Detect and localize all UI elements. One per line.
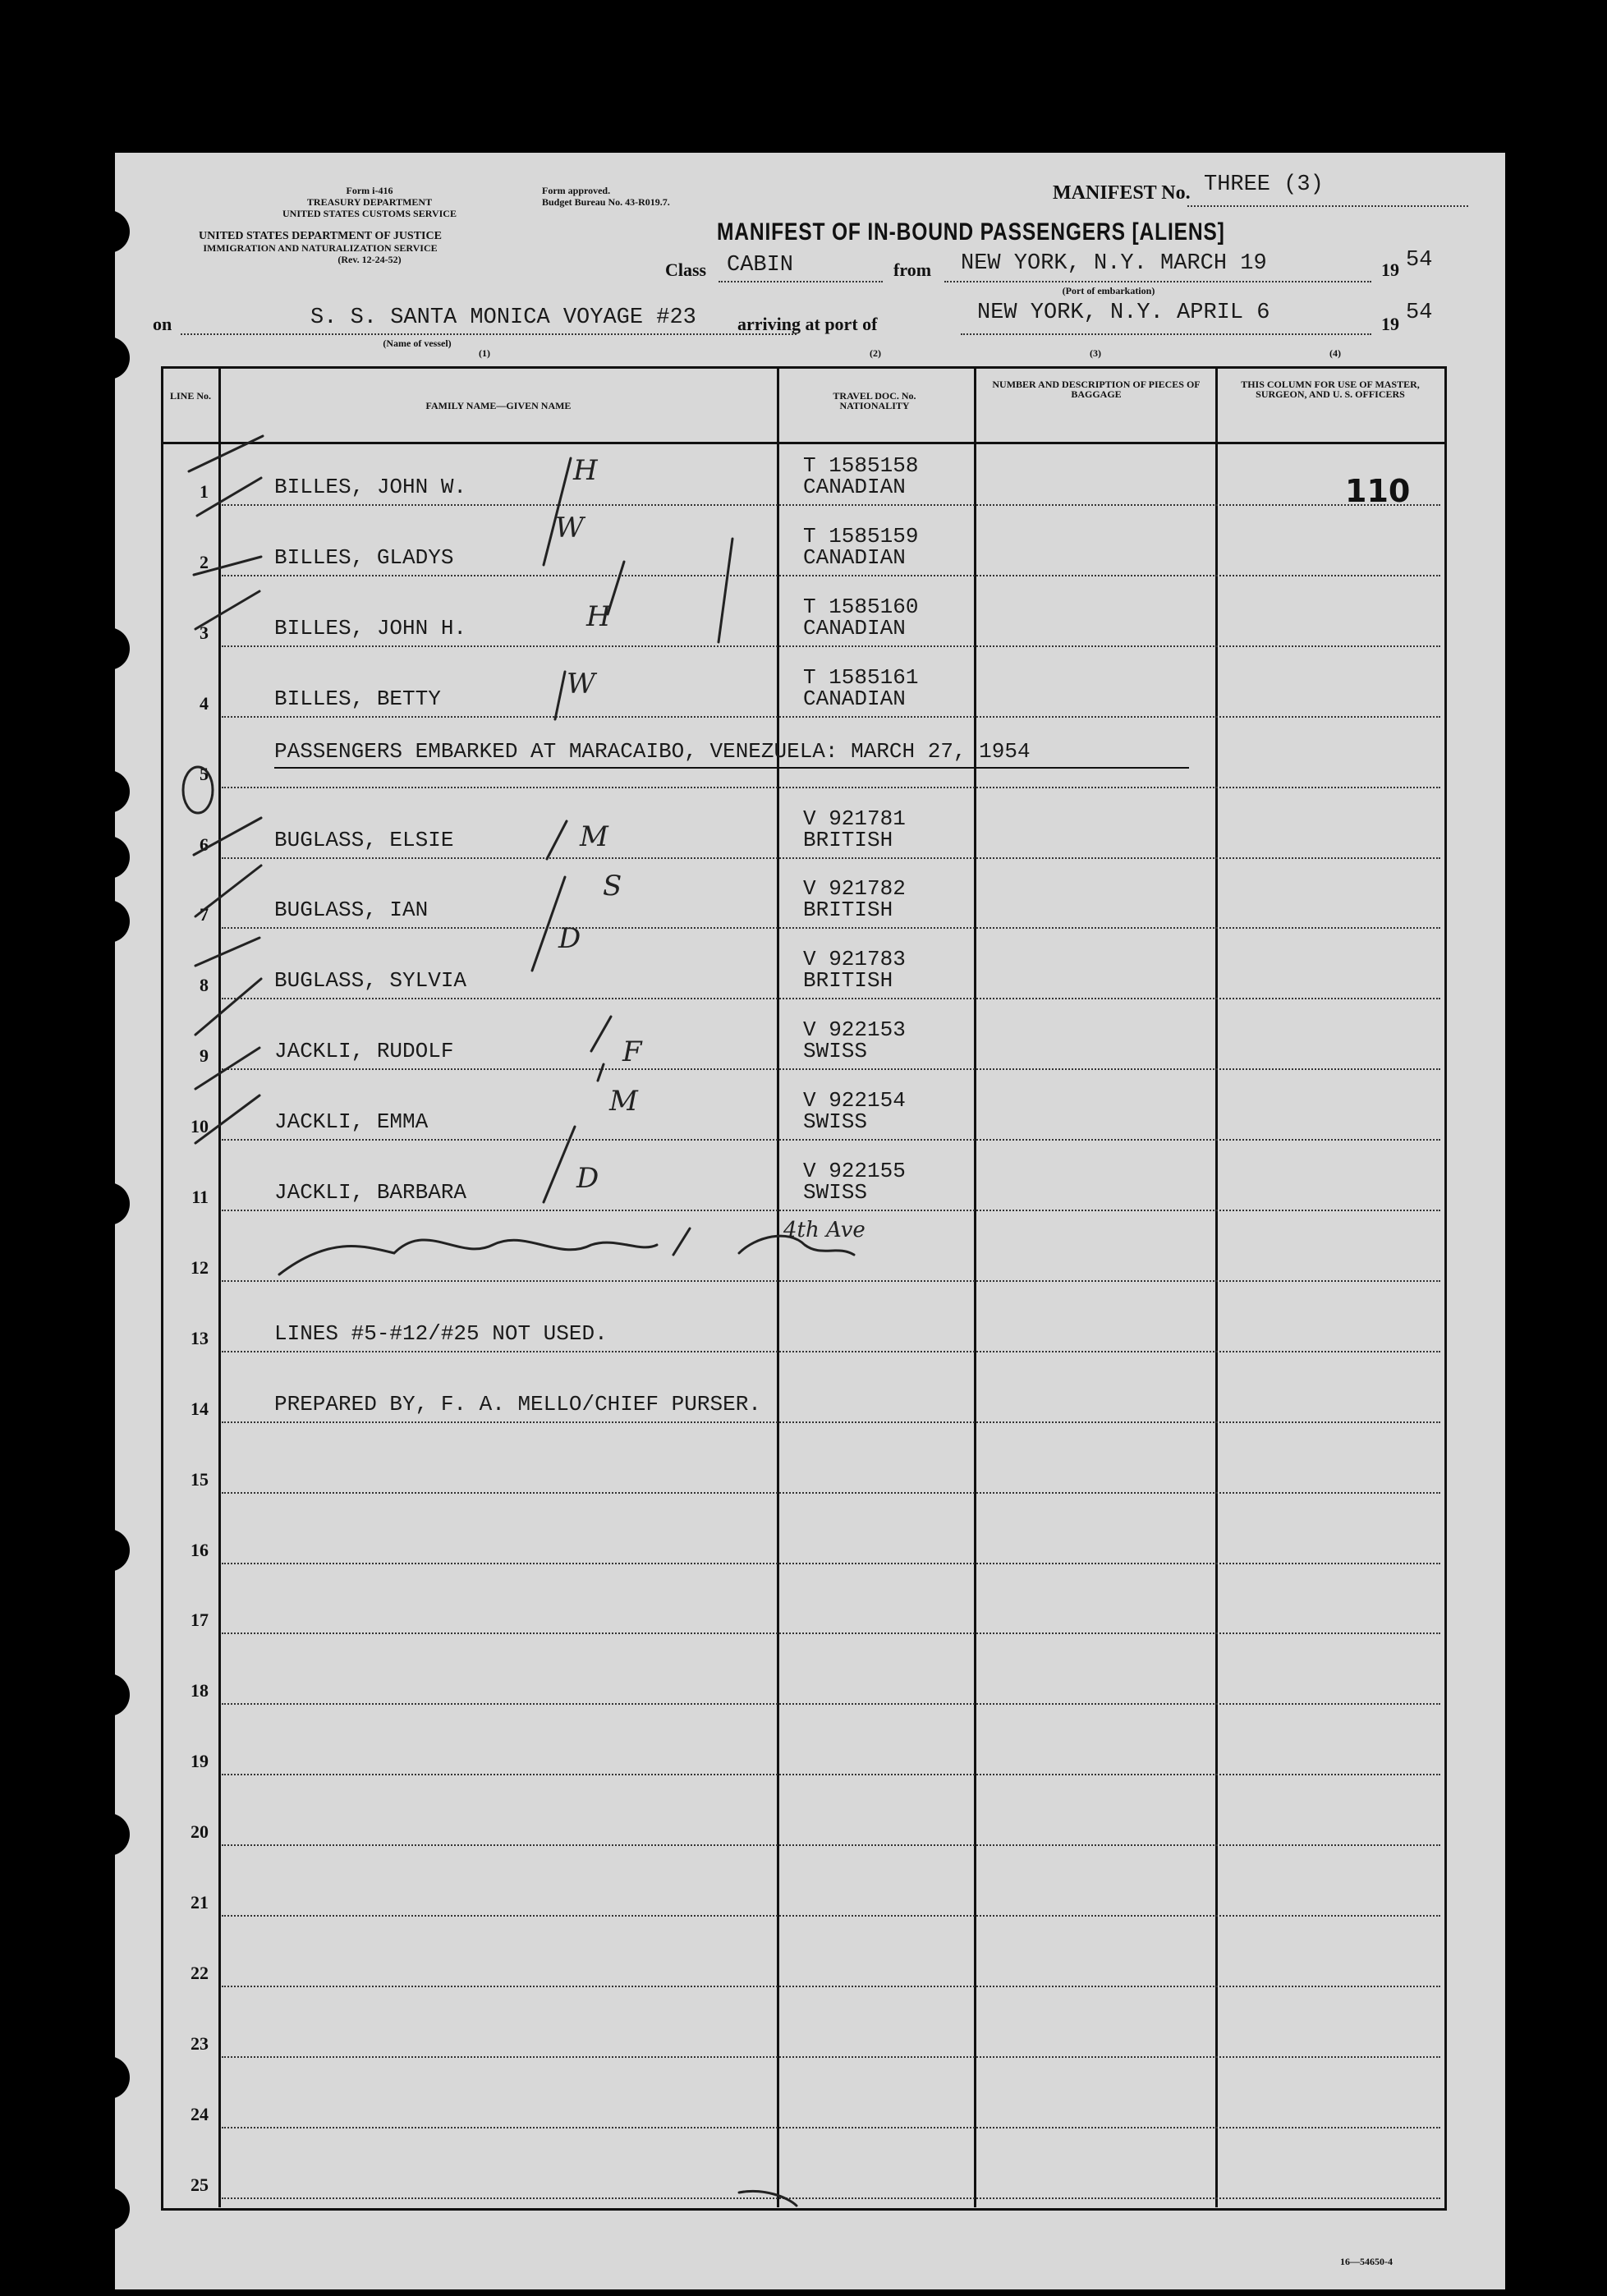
from-value: NEW YORK, N.Y. MARCH 19 [961, 251, 1267, 276]
passenger-name: BUGLASS, ELSIE [274, 827, 454, 852]
header-officers: THIS COLUMN FOR USE OF MASTER, SURGEON, AND U. S. OFFICERS [1241, 379, 1420, 400]
on-label: on [153, 314, 172, 334]
row-number: 12 [191, 1256, 209, 1278]
passenger-name: BUGLASS, IAN [274, 898, 429, 923]
passenger-name: BILLES, BETTY [274, 686, 441, 711]
passenger-name: PREPARED BY, F. A. MELLO/CHIEF PURSER. [274, 1391, 761, 1417]
signature-scribble [279, 1240, 657, 1274]
handwritten-letter: M [609, 1085, 638, 1118]
slash-mark [547, 821, 567, 859]
form-revision: (Rev. 12-24-52) [337, 254, 402, 265]
class-value: CABIN [727, 253, 794, 278]
budget-bureau: Budget Bureau No. 43-R019.7. [542, 196, 670, 208]
tick-mark [195, 866, 261, 916]
vessel-value: S. S. SANTA MONICA VOYAGE #23 [310, 305, 696, 330]
from-year: 54 [1406, 248, 1433, 273]
form-number: Form i-416 [346, 185, 393, 196]
passenger-name: BILLES, JOHN H. [274, 615, 467, 641]
class-label: Class [665, 259, 707, 280]
from-year-prefix: 19 [1381, 259, 1399, 280]
row-number: 13 [191, 1327, 209, 1348]
treasury-dept: TREASURY DEPARTMENT [306, 196, 433, 208]
col-marker-1: (1) [479, 347, 490, 359]
row-number: 1 [200, 481, 209, 502]
header-travel-doc: TRAVEL DOC. No. NATIONALITY [833, 390, 916, 411]
arrival-year-prefix: 19 [1381, 314, 1399, 334]
travel-doc-number: T 1585158 [803, 453, 919, 478]
slash-mark [719, 539, 732, 642]
port-embarkation-caption: (Port of embarkation) [1062, 285, 1155, 296]
tick-mark [197, 478, 261, 516]
footer-code: 16—54650-4 [1340, 2256, 1393, 2267]
row-number: 4 [200, 692, 209, 714]
tick-mark [195, 1095, 259, 1143]
nationality: CANADIAN [803, 544, 906, 570]
nationality: CANADIAN [803, 615, 906, 641]
nationality: SWISS [803, 1109, 868, 1135]
ins-service: IMMIGRATION AND NATURALIZATION SERVICE [203, 242, 438, 254]
tick-mark [195, 938, 259, 966]
row-number: 22 [191, 1962, 209, 1983]
passenger-name: BUGLASS, SYLVIA [274, 968, 467, 994]
tick-mark [189, 436, 263, 471]
officer-stamp-number: 110 [1345, 473, 1411, 509]
row-number: 17 [191, 1609, 209, 1631]
travel-doc-number: T 1585159 [803, 523, 919, 549]
row-number: 18 [191, 1680, 209, 1701]
nationality: CANADIAN [803, 686, 906, 711]
tick-mark [194, 557, 261, 575]
signature-scribble [673, 1228, 690, 1255]
form-approved: Form approved. [542, 185, 611, 196]
handwritten-letter: D [576, 1162, 599, 1195]
row-number: 23 [191, 2032, 209, 2054]
row-number: 19 [191, 1751, 209, 1772]
from-label: from [893, 259, 932, 280]
handwritten-note: 4th Ave [783, 1218, 865, 1242]
row-number: 25 [191, 2174, 209, 2195]
passenger-name: BILLES, JOHN W. [274, 475, 467, 499]
handwritten-letter: S [603, 870, 622, 902]
slash-mark [591, 1017, 611, 1051]
nationality: SWISS [803, 1039, 868, 1064]
circled-five [183, 767, 213, 813]
travel-doc-number: T 1585161 [803, 664, 919, 690]
col-marker-4: (4) [1329, 347, 1341, 359]
passenger-name: JACKLI, RUDOLF [274, 1039, 454, 1064]
travel-doc-number: T 1585160 [803, 594, 919, 619]
nationality: CANADIAN [803, 475, 906, 499]
handwritten-letter: H [586, 600, 611, 633]
tick-mark [195, 591, 259, 629]
arriving-label: arriving at port of [737, 314, 878, 334]
manifest-no-value: THREE (3) [1204, 172, 1324, 197]
manifest-no-label: MANIFEST No. [1053, 182, 1191, 204]
row-number: 20 [191, 1821, 209, 1843]
travel-doc-number: V 921781 [803, 806, 906, 831]
customs-service: UNITED STATES CUSTOMS SERVICE [282, 208, 457, 219]
travel-doc-number: V 921783 [803, 947, 906, 972]
row-number: 5 [200, 763, 209, 784]
nationality: SWISS [803, 1180, 868, 1205]
passenger-name: JACKLI, BARBARA [274, 1180, 467, 1205]
vessel-caption: (Name of vessel) [383, 338, 452, 349]
row-number: 14 [191, 1398, 209, 1419]
handwritten-letter: D [558, 922, 581, 955]
header-baggage: NUMBER AND DESCRIPTION OF PIECES OF BAGGAGE [992, 379, 1201, 400]
handwritten-letter: F [622, 1035, 642, 1068]
row-number: 7 [200, 904, 209, 925]
nationality: BRITISH [803, 827, 893, 852]
row-number: 15 [191, 1468, 209, 1490]
slash-mark [598, 1064, 604, 1081]
header-line-no: LINE No. [169, 390, 211, 402]
row-number: 21 [191, 1892, 209, 1913]
row-number: 24 [191, 2103, 209, 2124]
handwritten-letter: W [567, 668, 595, 700]
handwritten-letter: M [580, 820, 608, 853]
handwritten-letter: H [573, 454, 598, 487]
row-number: 8 [200, 975, 209, 996]
row-number: 10 [191, 1116, 209, 1137]
travel-doc-number: V 922153 [803, 1017, 906, 1043]
handwritten-letter: W [555, 512, 584, 544]
arrival-year: 54 [1406, 301, 1433, 325]
nationality: BRITISH [803, 898, 893, 923]
manifest-title: MANIFEST OF IN-BOUND PASSENGERS [ALIENS] [717, 218, 1225, 246]
tick-mark [195, 979, 261, 1035]
justice-dept: UNITED STATES DEPARTMENT OF JUSTICE [199, 230, 442, 242]
stray-mark [739, 2191, 797, 2206]
header-family-name: FAMILY NAME—GIVEN NAME [425, 400, 572, 411]
passenger-name: LINES #5-#12/#25 NOT USED. [274, 1320, 608, 1346]
row-number: 16 [191, 1539, 209, 1560]
embarked-note: PASSENGERS EMBARKED AT MARACAIBO, VENEZUELA: MARCH 27, 1954 [274, 739, 1031, 764]
arrival-value: NEW YORK, N.Y. APRIL 6 [977, 301, 1270, 325]
nationality: BRITISH [803, 968, 893, 994]
row-number: 9 [200, 1045, 209, 1067]
passenger-name: BILLES, GLADYS [274, 544, 454, 570]
row-number: 11 [191, 1187, 209, 1207]
handwritten-annotations [115, 153, 1505, 2289]
slash-mark [555, 672, 565, 719]
tick-mark [195, 1048, 259, 1089]
manifest-page [115, 153, 1505, 2289]
slash-mark [544, 1127, 575, 1202]
tick-mark [194, 818, 261, 855]
row-number: 3 [200, 622, 209, 643]
col-marker-2: (2) [870, 347, 881, 359]
row-number: 2 [200, 551, 209, 572]
passenger-name: JACKLI, EMMA [274, 1109, 429, 1135]
travel-doc-number: V 922154 [803, 1088, 906, 1114]
row-number: 6 [200, 833, 209, 855]
col-marker-3: (3) [1090, 347, 1101, 359]
travel-doc-number: V 922155 [803, 1159, 906, 1183]
travel-doc-number: V 921782 [803, 876, 906, 902]
